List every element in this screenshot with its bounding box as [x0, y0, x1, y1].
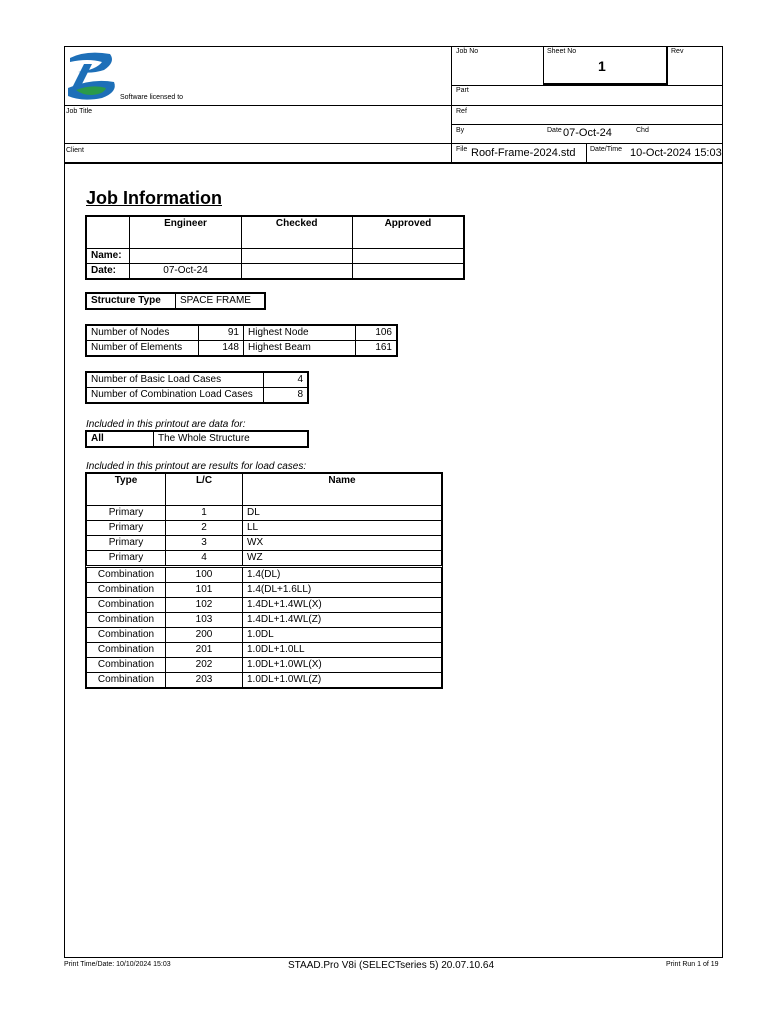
table-row: [87, 521, 442, 536]
client-label: Client: [66, 147, 84, 154]
cell-lc: 101: [166, 583, 243, 598]
cell-name: 1.4DL+1.4WL(Z): [243, 613, 442, 628]
cell-lc: 102: [166, 598, 243, 613]
part-label: Part: [456, 87, 469, 94]
file-value: Roof-Frame-2024.std: [471, 147, 576, 159]
cell-lc: 202: [166, 658, 243, 673]
table-row: [87, 613, 442, 628]
counts-table: [86, 325, 397, 356]
table-row: [87, 628, 442, 643]
cell-type: Primary: [87, 521, 166, 536]
highest-beam-label: Highest Beam: [244, 341, 356, 356]
signoff-table: [86, 216, 464, 279]
cell-type: Combination: [87, 643, 166, 658]
highest-beam-value: 161: [356, 341, 397, 356]
name-label: Name:: [87, 249, 130, 264]
cell-lc: 103: [166, 613, 243, 628]
cell-lc: 4: [166, 551, 243, 567]
col-checked: Checked: [241, 217, 352, 249]
elements-value: 148: [199, 341, 244, 356]
footer-print-run: Print Run 1 of 19: [666, 961, 719, 968]
file-label: File: [456, 146, 468, 153]
cell-lc: 3: [166, 536, 243, 551]
cell-name: WX: [243, 536, 442, 551]
cell-name: 1.0DL: [243, 628, 442, 643]
cell-name: WZ: [243, 551, 442, 567]
cell-name: DL: [243, 506, 442, 521]
header-rule: [451, 124, 723, 125]
header-divider: [667, 46, 668, 85]
cell-name: LL: [243, 521, 442, 536]
scope-table: [86, 431, 308, 447]
cell-name: 1.0DL+1.0WL(Z): [243, 673, 442, 688]
licensed-to-label: Software licensed to: [120, 94, 184, 101]
loadcase-count-table: [86, 372, 308, 403]
footer-print-time: Print Time/Date: 10/10/2024 15:03: [64, 961, 171, 968]
cell-type: Combination: [87, 583, 166, 598]
nodes-value: 91: [199, 326, 244, 341]
highest-node-value: 106: [356, 326, 397, 341]
cell-type: Combination: [87, 613, 166, 628]
sheet-no-value: 1: [598, 58, 606, 74]
table-row: [87, 583, 442, 598]
cell-type: Combination: [87, 658, 166, 673]
cell-type: Primary: [87, 506, 166, 521]
basic-lc-value: 4: [264, 373, 308, 388]
cell-lc: 100: [166, 567, 243, 583]
header-rule: [64, 162, 723, 164]
engineer-date: 07-Oct-24: [130, 264, 241, 279]
job-no-label: Job No: [456, 48, 479, 55]
table-row: [87, 658, 442, 673]
loadcase-table: [86, 473, 442, 688]
date-label: Date: [547, 127, 562, 134]
combo-lc-value: 8: [264, 388, 308, 403]
cell-type: Primary: [87, 551, 166, 567]
cell-lc: 201: [166, 643, 243, 658]
datetime-label: Date/Time: [590, 146, 623, 153]
by-label: By: [456, 127, 465, 134]
cell-name: 1.4DL+1.4WL(X): [243, 598, 442, 613]
table-row: [87, 567, 442, 583]
structure-type-value: SPACE FRAME: [176, 294, 265, 309]
sheet-no-label: Sheet No: [547, 48, 577, 55]
cell-type: Combination: [87, 598, 166, 613]
table-row: [87, 643, 442, 658]
data-caption: Included in this printout are data for:: [86, 419, 246, 430]
cell-lc: 2: [166, 521, 243, 536]
results-caption: Included in this printout are results for load cases:: [86, 461, 307, 472]
datetime-value: 10-Oct-2024 15:03: [630, 147, 722, 159]
scope-desc: The Whole Structure: [154, 432, 308, 447]
cell-name: 1.4(DL+1.6LL): [243, 583, 442, 598]
elements-label: Number of Elements: [87, 341, 199, 356]
cell-name: 1.4(DL): [243, 567, 442, 583]
table-row: [87, 673, 442, 688]
page-title: Job Information: [86, 188, 222, 208]
cell-name: 1.0DL+1.0LL: [243, 643, 442, 658]
col-name: Name: [243, 474, 442, 506]
table-row: [87, 506, 442, 521]
col-engineer: Engineer: [130, 217, 241, 249]
cell-type: Combination: [87, 567, 166, 583]
cell-type: Primary: [87, 536, 166, 551]
rev-label: Rev: [671, 48, 684, 55]
date-row-label: Date:: [87, 264, 130, 279]
table-row: [87, 598, 442, 613]
header-rule: [451, 85, 723, 86]
ref-label: Ref: [456, 108, 467, 115]
footer-software: STAAD.Pro V8i (SELECTseries 5) 20.07.10.64: [288, 960, 495, 971]
nodes-label: Number of Nodes: [87, 326, 199, 341]
table-row: [87, 551, 442, 567]
table-row: [87, 536, 442, 551]
structure-type-table: [86, 293, 265, 309]
col-lc: L/C: [166, 474, 243, 506]
cell-lc: 1: [166, 506, 243, 521]
cell-type: Combination: [87, 628, 166, 643]
header-divider: [586, 143, 587, 162]
scope-label: All: [87, 432, 154, 447]
date-value: 07-Oct-24: [563, 127, 612, 139]
basic-lc-label: Number of Basic Load Cases: [87, 373, 264, 388]
cell-type: Combination: [87, 673, 166, 688]
header-rule: [64, 105, 723, 106]
cell-lc: 200: [166, 628, 243, 643]
chd-label: Chd: [636, 127, 649, 134]
cell-name: 1.0DL+1.0WL(X): [243, 658, 442, 673]
cell-lc: 203: [166, 673, 243, 688]
header-rule: [64, 143, 723, 144]
highest-node-label: Highest Node: [244, 326, 356, 341]
col-type: Type: [87, 474, 166, 506]
job-title-label: Job Title: [66, 108, 93, 115]
bentley-logo: [66, 48, 118, 107]
structure-type-label: Structure Type: [87, 294, 176, 309]
combo-lc-label: Number of Combination Load Cases: [87, 388, 264, 403]
col-approved: Approved: [352, 217, 463, 249]
